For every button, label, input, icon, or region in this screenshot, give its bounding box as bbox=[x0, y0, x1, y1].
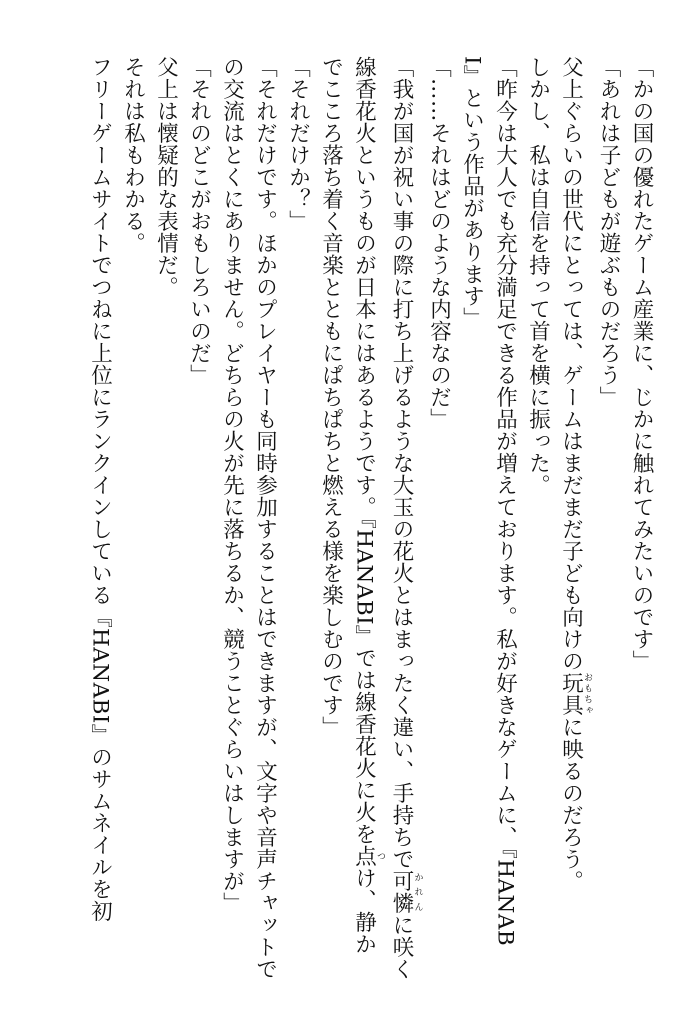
ruby-base: 玩具 bbox=[558, 672, 584, 716]
ruby-base: 可憐 bbox=[389, 870, 414, 914]
ruby-reading: つ bbox=[375, 845, 385, 868]
text-line-9-body: 線香花火というものが日本にはあるようです。『HANABI』では線香花火に火を bbox=[351, 56, 377, 846]
novel-text-body bbox=[84, 56, 659, 980]
text-line-4: しかし、私は自信を持って首を横に振った。 bbox=[525, 56, 551, 496]
text-line-15: 父上は懐疑的な表情だ。 bbox=[153, 56, 179, 298]
text-line-9 bbox=[348, 56, 386, 956]
text-line-3-body: 父上ぐらいの世代にとっては、ゲームはまだまだ子ども向けの bbox=[558, 56, 584, 672]
ruby-reading: かれん bbox=[412, 870, 423, 914]
text-line-5: 「昨今は大人でも充分満足できる作品が増えております。私が好きなゲームに、『HANAB bbox=[492, 56, 518, 947]
ruby-tsu bbox=[351, 845, 385, 868]
text-line-8 bbox=[385, 56, 423, 980]
ruby-reading: おもちゃ bbox=[582, 672, 592, 716]
ruby-omochya bbox=[558, 672, 592, 716]
text-line-14: 「それのどこがおもしろいのだ」 bbox=[186, 56, 212, 386]
text-line-12: 「それだけです。ほかのプレイヤーも同時参加することはできますが、文字や音声チャットで bbox=[252, 56, 278, 980]
ruby-karen bbox=[389, 870, 423, 914]
text-line-7: 「……それはどのような内容なのだ」 bbox=[426, 56, 452, 430]
text-line-3 bbox=[555, 56, 593, 956]
text-line-8-tail: に咲く bbox=[389, 914, 414, 980]
ruby-base: 点 bbox=[351, 845, 377, 868]
text-line-10: でこころ落ち着く音楽とともにぱちぱちと燃える様を楽しむのです」 bbox=[318, 56, 344, 738]
text-line-17: フリーゲームサイトでつねに上位にランクインしている『HANABI』のサムネイルを初 bbox=[87, 56, 113, 922]
text-line-1: 「かの国の優れたゲーム産業に、じかに触れてみたいのです」 bbox=[629, 56, 654, 672]
text-line-2: 「あれは子どもが遊ぶものだろう」 bbox=[596, 56, 621, 408]
text-line-6: I』という作品があります」 bbox=[459, 56, 485, 329]
text-line-8-body: 「我が国が祝い事の際に打ち上げるような大玉の花火とはまったく違い、手持ちで bbox=[389, 56, 414, 870]
text-line-3-tail: に映るのだろう。 bbox=[558, 716, 584, 892]
text-line-13: の交流はとくにありません。どちらの火が先に落ちるか、競うことぐらいはしますが」 bbox=[219, 56, 245, 914]
text-line-9-tail: け、静か bbox=[351, 867, 377, 956]
text-line-11: 「それだけか？」 bbox=[285, 56, 311, 232]
text-line-16: それは私もわかる。 bbox=[120, 56, 146, 254]
